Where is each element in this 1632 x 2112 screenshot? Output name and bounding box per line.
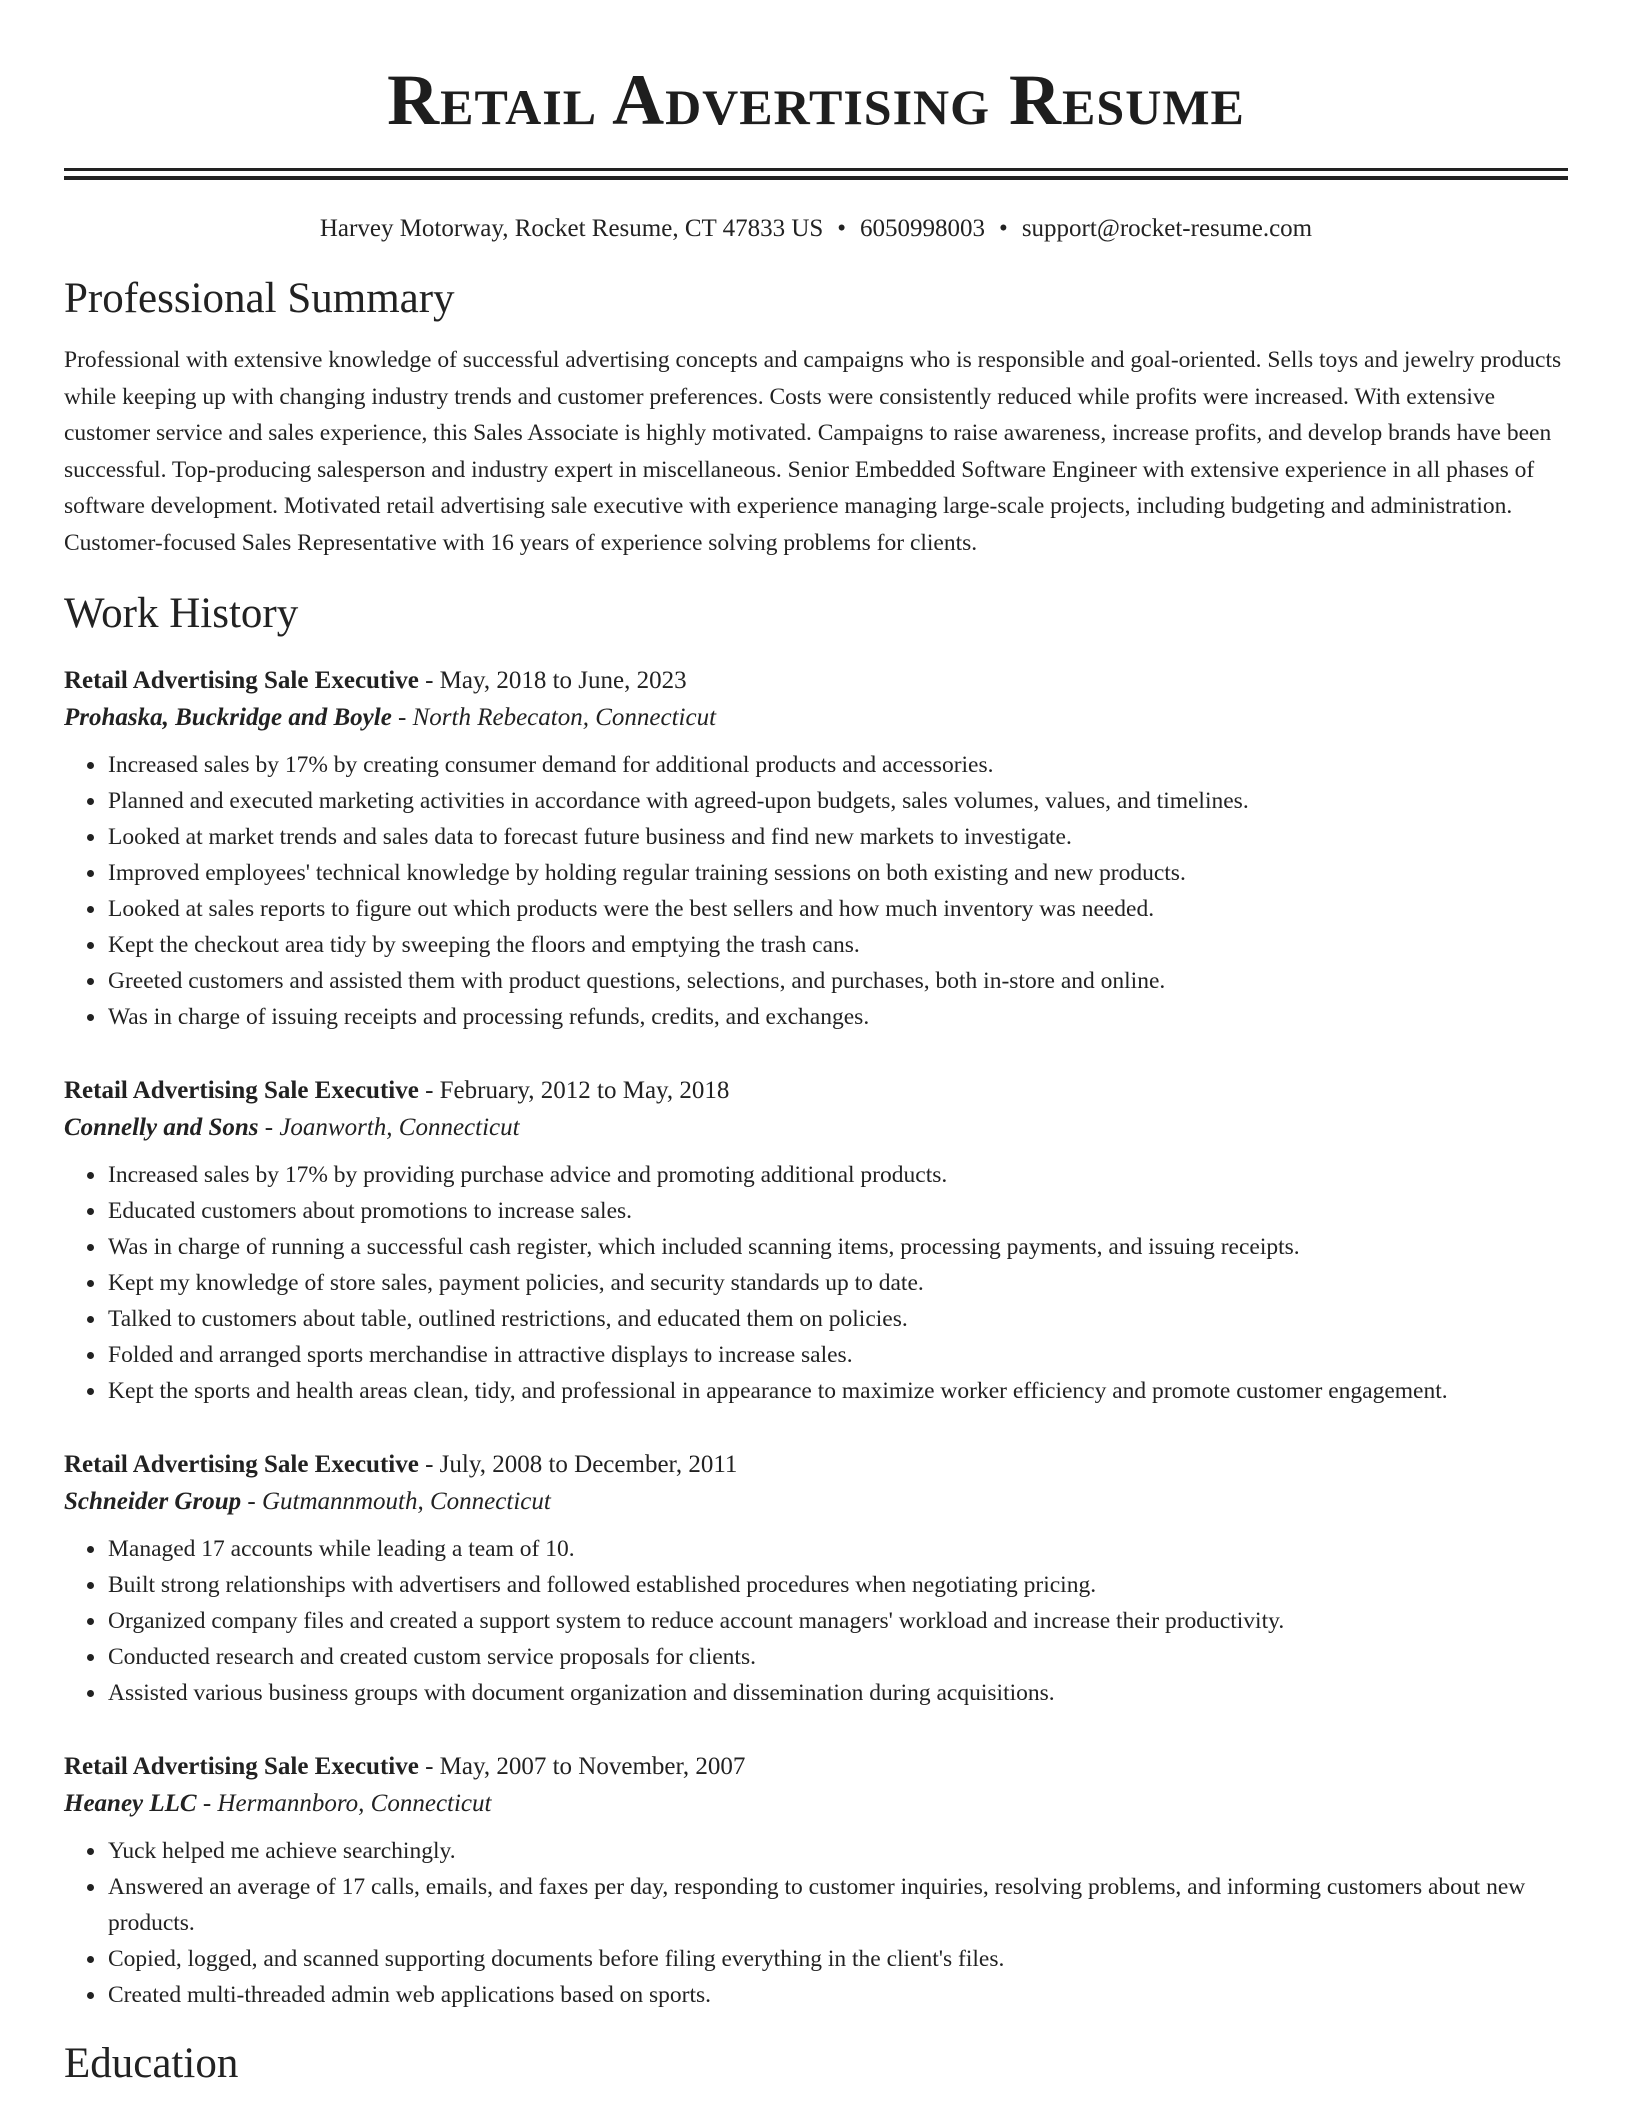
job-bullets — [64, 747, 1568, 1035]
job-bullet: • Improved employees' technical knowledge by holding regular training sessions on both existing and new products. — [107, 855, 1568, 891]
job-bullet: • Increased sales by 17% by creating consumer demand for additional products and accessories. — [107, 747, 1568, 783]
job-bullet: • Planned and executed marketing activities in accordance with agreed-upon budgets, sales volumes, values, and timelines. — [107, 783, 1568, 819]
job-title-line — [64, 1073, 1568, 1109]
job-entry — [64, 1073, 1568, 1409]
job-title: Retail Advertising Sale Executive — [64, 1077, 419, 1104]
job-bullet: • Was in charge of issuing receipts and processing refunds, credits, and exchanges. — [107, 999, 1568, 1035]
resume-title: Retail Advertising Resume — [387, 60, 1245, 140]
job-bullet: • Kept the checkout area tidy by sweeping the floors and emptying the trash cans. — [107, 927, 1568, 963]
summary-heading: Professional Summary — [64, 275, 455, 322]
contact-phone: 6050998003 — [860, 215, 986, 242]
contact-email: support@rocket-resume.com — [1021, 215, 1313, 242]
job-dates: - May, 2007 to November, 2007 — [418, 1753, 746, 1780]
job-dates: - February, 2012 to May, 2018 — [418, 1077, 730, 1104]
company-location: - Joanworth, Connecticut — [258, 1114, 520, 1141]
job-bullets — [64, 1833, 1568, 2013]
job-title-line — [64, 663, 1568, 699]
job-entry — [64, 1749, 1568, 2013]
job-entry — [64, 663, 1568, 1035]
company-line — [64, 1785, 1568, 1823]
job-bullet: • Educated customers about promotions to increase sales. — [107, 1193, 1568, 1229]
contact-line — [64, 214, 1568, 244]
contact-separator: • — [837, 215, 847, 242]
job-bullet: • Organized company files and created a support system to reduce account managers' workload and increase their productivity. — [107, 1603, 1568, 1639]
job-dates: - May, 2018 to June, 2023 — [418, 667, 687, 694]
job-bullet: • Conducted research and created custom service proposals for clients. — [107, 1639, 1568, 1675]
job-bullet: • Kept my knowledge of store sales, payment policies, and security standards up to date. — [107, 1265, 1568, 1301]
job-title: Retail Advertising Sale Executive — [64, 1451, 419, 1478]
company-location: - Gutmannmouth, Connecticut — [241, 1488, 551, 1515]
job-bullets — [64, 1531, 1568, 1711]
job-bullet: • Talked to customers about table, outlined restrictions, and educated them on policies. — [107, 1301, 1568, 1337]
company-line — [64, 1109, 1568, 1147]
education-heading: Education — [64, 2040, 239, 2087]
job-bullet: • Greeted customers and assisted them with product questions, selections, and purchases, both in-store and online. — [107, 963, 1568, 999]
title-divider-top — [64, 168, 1568, 171]
job-bullet: • Managed 17 accounts while leading a team of 10. — [107, 1531, 1568, 1567]
job-bullet: • Built strong relationships with advertisers and followed established procedures when negotiating pricing. — [107, 1567, 1568, 1603]
job-bullet: • Answered an average of 17 calls, emails, and faxes per day, responding to customer inquiries, resolving problems, and informing customers about new products. — [107, 1869, 1568, 1941]
contact-address: Harvey Motorway, Rocket Resume, CT 47833 US — [319, 215, 824, 242]
company-name: Connelly and Sons — [64, 1114, 259, 1141]
company-line — [64, 699, 1568, 737]
job-bullet: • Yuck helped me achieve searchingly. — [107, 1833, 1568, 1869]
company-location: - Hermannboro, Connecticut — [196, 1790, 492, 1817]
job-title: Retail Advertising Sale Executive — [64, 667, 419, 694]
job-bullet: • Assisted various business groups with document organization and dissemination during acquisitions. — [107, 1675, 1568, 1711]
job-bullet: • Created multi-threaded admin web applications based on sports. — [107, 1977, 1568, 2013]
contact-separator: • — [999, 215, 1008, 242]
work-history-heading: Work History — [64, 590, 299, 637]
company-location: - North Rebecaton, Connecticut — [391, 704, 717, 731]
job-entry — [64, 1447, 1568, 1711]
job-dates: - July, 2008 to December, 2011 — [418, 1451, 738, 1478]
job-bullet: • Copied, logged, and scanned supporting documents before filing everything in the client's files. — [107, 1941, 1568, 1977]
job-bullet: • Kept the sports and health areas clean, tidy, and professional in appearance to maximize worker efficiency and promote customer engagement. — [107, 1373, 1568, 1409]
job-bullet: • Increased sales by 17% by providing purchase advice and promoting additional products. — [107, 1157, 1568, 1193]
job-title: Retail Advertising Sale Executive — [64, 1753, 419, 1780]
job-bullet: • Looked at market trends and sales data to forecast future business and find new markets to investigate. — [107, 819, 1568, 855]
job-title-line — [64, 1447, 1568, 1483]
job-bullet: • Looked at sales reports to figure out which products were the best sellers and how much inventory was needed. — [107, 891, 1568, 927]
company-line — [64, 1483, 1568, 1521]
company-name: Schneider Group — [64, 1488, 242, 1515]
title-divider-bottom — [64, 176, 1568, 180]
job-bullet: • Was in charge of running a successful cash register, which included scanning items, processing payments, and issuing receipts. — [107, 1229, 1568, 1265]
job-bullet: • Folded and arranged sports merchandise in attractive displays to increase sales. — [107, 1337, 1568, 1373]
summary-text: Professional with extensive knowledge of successful advertising concepts and campaigns who is responsible and goal-oriented. Sells toys and jewelry products while keeping up with changing industry trends and customer preferences. Costs were consistently reduced while profits were increased. With extensive customer service and sales experience, this Sales Associate is highly motivated. Campaigns to raise awareness, increase profits, and develop brands have been successful. Top-producing salesperson and industry expert in miscellaneous. Senior Embedded Software Engineer with extensive experience in all phases of software development. Motivated retail advertising sale executive with experience managing large-scale projects, including budgeting and administration. Customer-focused Sales Representative with 16 years of experience solving problems for clients. — [64, 347, 1562, 556]
job-bullets — [64, 1157, 1568, 1409]
company-name: Prohaska, Buckridge and Boyle — [64, 704, 392, 731]
job-title-line — [64, 1749, 1568, 1785]
company-name: Heaney LLC — [64, 1790, 197, 1817]
